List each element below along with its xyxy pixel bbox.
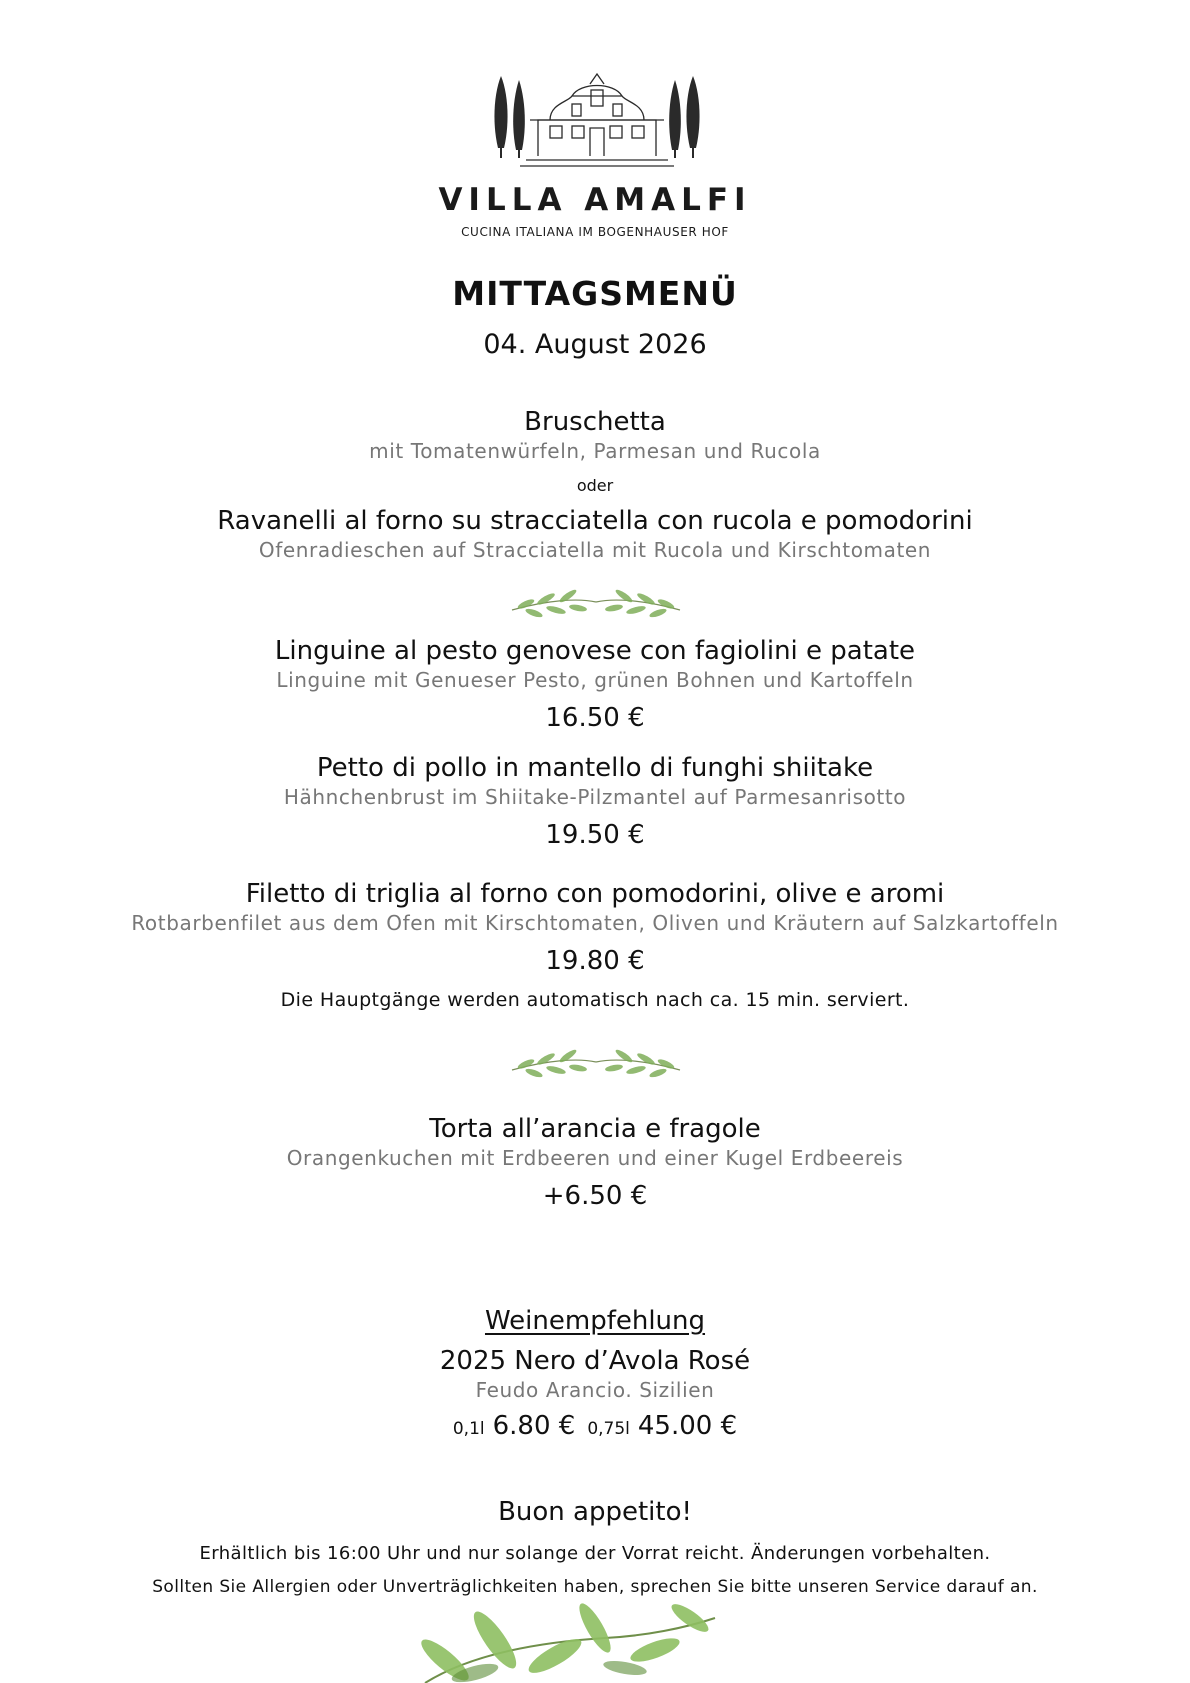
main-1-price: 16.50 € <box>545 703 645 733</box>
footer-line-1: Erhältlich bis 16:00 Uhr und nur solange der Vorrat reicht. Änderungen vorbehalten. <box>199 1543 991 1564</box>
wine-glass-price: 6.80 € <box>492 1411 576 1441</box>
main-1-description: Linguine mit Genueser Pesto, grünen Bohnen und Kartoffeln <box>276 668 914 692</box>
starter-separator: oder <box>576 476 614 495</box>
starter-1-description: mit Tomatenwürfeln, Parmesan und Rucola <box>369 439 821 463</box>
main-3-name: Filetto di triglia al forno con pomodorini, olive e aromi <box>245 879 945 909</box>
olive-branch-footer-icon <box>405 1588 725 1683</box>
wine-prices <box>0 1411 1190 1441</box>
wine-bottle-volume: 0,75l <box>587 1419 630 1439</box>
starter-2-description: Ofenradieschen auf Stracciatella mit Rucola und Kirschtomaten <box>258 538 932 562</box>
footer-line-2: Sollten Sie Allergien oder Unverträglichkeiten haben, sprechen Sie bitte unseren Service darauf an. <box>152 1577 1038 1597</box>
menu-date: 04. August 2026 <box>483 329 707 360</box>
starter-2-name: Ravanelli al forno su stracciatella con rucola e pomodorini <box>217 506 973 536</box>
starter-1-name: Bruschetta <box>524 407 666 437</box>
main-1-name: Linguine al pesto genovese con fagiolini e patate <box>274 636 916 666</box>
wine-glass-volume: 0,1l <box>452 1419 485 1439</box>
mains-note: Die Hauptgänge werden automatisch nach ca. 15 min. serviert. <box>280 989 910 1011</box>
dessert-price: +6.50 € <box>542 1181 648 1211</box>
olive-branch-divider-icon <box>508 580 684 624</box>
brand-name: VILLA AMALFI <box>438 182 752 218</box>
villa-logo-icon <box>490 68 704 170</box>
main-2-price: 19.50 € <box>545 820 645 850</box>
dessert-description: Orangenkuchen mit Erdbeeren und einer Kugel Erdbeereis <box>286 1146 904 1170</box>
wine-name: 2025 Nero d’Avola Rosé <box>439 1346 751 1376</box>
menu-title: MITTAGSMENÜ <box>452 274 738 313</box>
main-3-description: Rotbarbenfilet aus dem Ofen mit Kirschtomaten, Oliven und Kräutern auf Salzkartoffeln <box>131 911 1059 935</box>
wine-producer: Feudo Arancio. Sizilien <box>475 1378 715 1402</box>
brand-subtitle: CUCINA ITALIANA IM BOGENHAUSER HOF <box>461 225 729 239</box>
main-2-description: Hähnchenbrust im Shiitake-Pilzmantel auf Parmesanrisotto <box>283 785 907 809</box>
main-2-name: Petto di pollo in mantello di funghi shiitake <box>316 753 874 783</box>
closing-text: Buon appetito! <box>498 1497 692 1527</box>
wine-heading: Weinempfehlung <box>484 1306 706 1336</box>
dessert-name: Torta all’arancia e fragole <box>429 1114 761 1144</box>
main-3-price: 19.80 € <box>545 946 645 976</box>
wine-bottle-price: 45.00 € <box>637 1411 738 1441</box>
olive-branch-divider-icon <box>508 1040 684 1084</box>
